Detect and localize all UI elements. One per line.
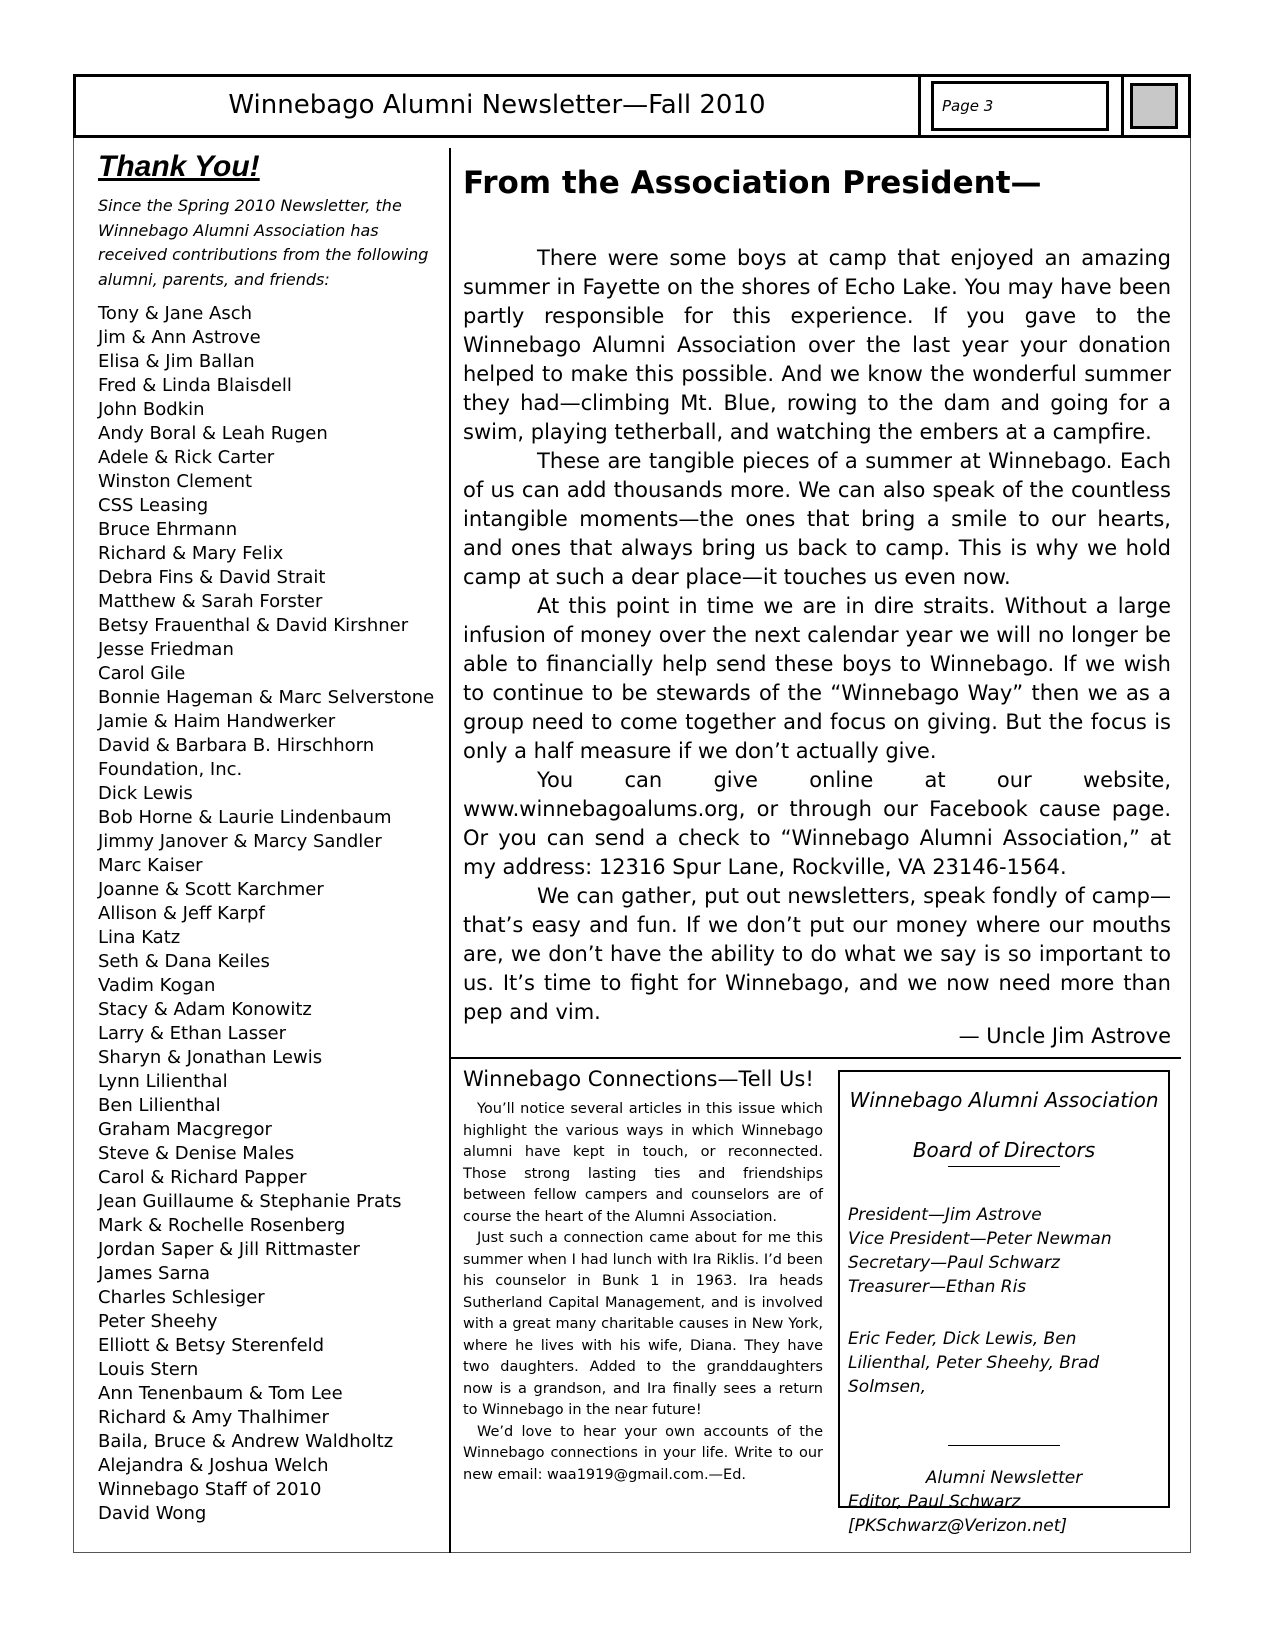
section-divider (449, 1057, 1181, 1059)
connections-article (463, 1067, 823, 1486)
donor-name: Lynn Lilienthal (98, 1071, 228, 1092)
donor-name: Elliott & Betsy Sterenfeld (98, 1335, 325, 1356)
column-divider (449, 148, 451, 1553)
board-officer: Secretary—Paul Schwarz (848, 1253, 1060, 1273)
editor-title: Alumni Newsletter (925, 1468, 1083, 1488)
donor-name: Richard & Amy Thalhimer (98, 1407, 329, 1428)
decorative-square (1130, 83, 1178, 129)
donor-name: Sharyn & Jonathan Lewis (98, 1047, 323, 1068)
donor-name: CSS Leasing (98, 495, 209, 516)
board-rule (948, 1166, 1060, 1167)
connections-paragraph: Just such a connection came about for me this summer when I had lunch with Ira Riklis. I’d been his counselor in Bunk 1 in 1963. Ira heads Sutherland Capital Management, and is involved with a great many charitable causes in New York, where he lives with his wife, Diana. They have two daughters. Added to the granddaughters now is a grandson, and Ira finally sees a return to Winnebago in the near future! (463, 1230, 823, 1418)
donor-name: Matthew & Sarah Forster (98, 591, 323, 612)
connections-paragraph: You’ll notice several articles in this issue which highlight the various ways in which Winnebago alumni have kept in touch, or reconnected. Those strong lasting ties and friendships between fellow campers and counselors are of course the heart of the Alumni Association. (463, 1101, 823, 1225)
newsletter-header (73, 74, 1191, 138)
donor-name: Winnebago Staff of 2010 (98, 1479, 322, 1500)
page-number: Page 3 (931, 81, 1109, 131)
newsletter-editor (848, 1466, 1160, 1538)
board-officer: Treasurer—Ethan Ris (848, 1277, 1027, 1297)
donor-name: Ann Tenenbaum & Tom Lee (98, 1383, 343, 1404)
donor-name: Lina Katz (98, 927, 181, 948)
donor-name: Alejandra & Joshua Welch (98, 1455, 329, 1476)
donor-name: Allison & Jeff Karpf (98, 903, 265, 924)
board-subheading: Board of Directors (912, 1138, 1096, 1162)
donor-name: Jordan Saper & Jill Rittmaster (98, 1239, 360, 1260)
donor-name: Jamie & Haim Handwerker (98, 711, 336, 732)
board-members: Eric Feder, Dick Lewis, Ben Lilienthal, Peter Sheehy, Brad Solmsen, (848, 1329, 1100, 1397)
editor-email: [PKSchwarz@Verizon.net] (848, 1516, 1068, 1536)
donor-name: Larry & Ethan Lasser (98, 1023, 286, 1044)
donor-name: Stacy & Adam Konowitz (98, 999, 312, 1020)
donor-name: Mark & Rochelle Rosenberg (98, 1215, 346, 1236)
newsletter-title: Winnebago Alumni Newsletter—Fall 2010 (228, 90, 766, 120)
thank-you-title: Thank You! (98, 150, 260, 183)
donor-name: Steve & Denise Males (98, 1143, 295, 1164)
president-paragraph: There were some boys at camp that enjoyed an amazing summer in Fayette on the shores of Echo Lake. You may have been partly responsible for this experience. If you gave to the Winnebago Alumni Association over the last year your donation helped to make this possible. And we know the wonderful summer they had—climbing Mt. Blue, rowing to the dam and going for a swim, playing tetherball, and watching the embers at a campfire. (463, 246, 1171, 444)
donor-name: Jesse Friedman (98, 639, 234, 660)
board-heading: Winnebago Alumni Association (849, 1088, 1159, 1112)
president-article-title: From the Association President— (463, 165, 1042, 201)
donor-name: Bonnie Hageman & Marc Selverstone (98, 687, 435, 708)
donor-name: Vadim Kogan (98, 975, 216, 996)
donor-name: Baila, Bruce & Andrew Waldholtz (98, 1431, 394, 1452)
board-officer: Vice President—Peter Newman (848, 1229, 1112, 1249)
donor-name: Jim & Ann Astrove (98, 327, 261, 348)
connections-body (463, 1099, 823, 1486)
donor-name: Andy Boral & Leah Rugen (98, 423, 328, 444)
donor-name: Dick Lewis (98, 783, 193, 804)
donor-name: Joanne & Scott Karchmer (98, 879, 324, 900)
donor-name: Winston Clement (98, 471, 253, 492)
connections-paragraph: We’d love to hear your own accounts of the Winnebago connections in your life. Write to our new email: waa1919@gmail.com.—Ed. (463, 1423, 823, 1483)
board-of-directors-box (838, 1070, 1170, 1536)
president-paragraph: You can give online at our website, www.winnebagoalums.org, or through our Facebook cause page. Or you can send a check to “Winnebago Alumni Association,” at my address: 12316 Spur Lane, Rockville, VA 23146-1564. (463, 768, 1171, 879)
donor-name: Richard & Mary Felix (98, 543, 284, 564)
donor-name: Graham Macgregor (98, 1119, 272, 1140)
donor-list (98, 302, 438, 1526)
donor-name: Tony & Jane Asch (98, 303, 253, 324)
donor-name: Carol Gile (98, 663, 186, 684)
thank-you-intro: Since the Spring 2010 Newsletter, the Winnebago Alumni Association has received contributions from the following alumni, parents, and friends: (98, 196, 429, 289)
thank-you-section (98, 150, 438, 1526)
donor-name: Bruce Ehrmann (98, 519, 238, 540)
donor-name: John Bodkin (98, 399, 205, 420)
donor-name: Peter Sheehy (98, 1311, 218, 1332)
page-number-frame (918, 77, 1124, 135)
donor-name: Jimmy Janover & Marcy Sandler (98, 831, 382, 852)
donor-name: Carol & Richard Papper (98, 1167, 307, 1188)
donor-name: David Wong (98, 1503, 207, 1524)
board-officer: President—Jim Astrove (848, 1205, 1042, 1225)
donor-name: Louis Stern (98, 1359, 199, 1380)
donor-name: James Sarna (98, 1263, 211, 1284)
donor-name: Debra Fins & David Strait (98, 567, 326, 588)
donor-name: David & Barbara B. Hirschhorn Foundation, Inc. (98, 735, 375, 780)
donor-name: Marc Kaiser (98, 855, 203, 876)
board-rule-2 (948, 1445, 1060, 1446)
board-officers (848, 1203, 1160, 1299)
donor-name: Elisa & Jim Ballan (98, 351, 255, 372)
donor-name: Bob Horne & Laurie Lindenbaum (98, 807, 392, 828)
connections-title: Winnebago Connections—Tell Us! (463, 1067, 814, 1091)
donor-name: Fred & Linda Blaisdell (98, 375, 292, 396)
donor-name: Adele & Rick Carter (98, 447, 275, 468)
president-paragraph: These are tangible pieces of a summer at Winnebago. Each of us can add thousands more. We can also speak of the countless intangible moments—the ones that bring a smile to our hearts, and ones that always bring us back to camp. This is why we hold camp at such a dear place—it touches us even now. (463, 449, 1171, 589)
president-paragraph: We can gather, put out newsletters, speak fondly of camp—that’s easy and fun. If we don’t put our money where our mouths are, we don’t have the ability to do what we say is so important to us. It’s time to fight for Winnebago, and we now need more than pep and vim. (463, 884, 1171, 1024)
editor-name: Editor, Paul Schwarz (848, 1492, 1021, 1512)
president-article-body (463, 244, 1171, 1027)
donor-name: Seth & Dana Keiles (98, 951, 270, 972)
donor-name: Charles Schlesiger (98, 1287, 265, 1308)
donor-name: Ben Lilienthal (98, 1095, 221, 1116)
donor-name: Betsy Frauenthal & David Kirshner (98, 615, 409, 636)
president-paragraph: At this point in time we are in dire straits. Without a large infusion of money over the next calendar year we will no longer be able to financially help send these boys to Winnebago. If we wish to continue to be stewards of the “Winnebago Way” then we as a group need to come together and focus on giving. But the focus is only a half measure if we don’t actually give. (463, 594, 1171, 763)
donor-name: Jean Guillaume & Stephanie Prats (98, 1191, 402, 1212)
president-signature: — Uncle Jim Astrove (958, 1024, 1171, 1048)
